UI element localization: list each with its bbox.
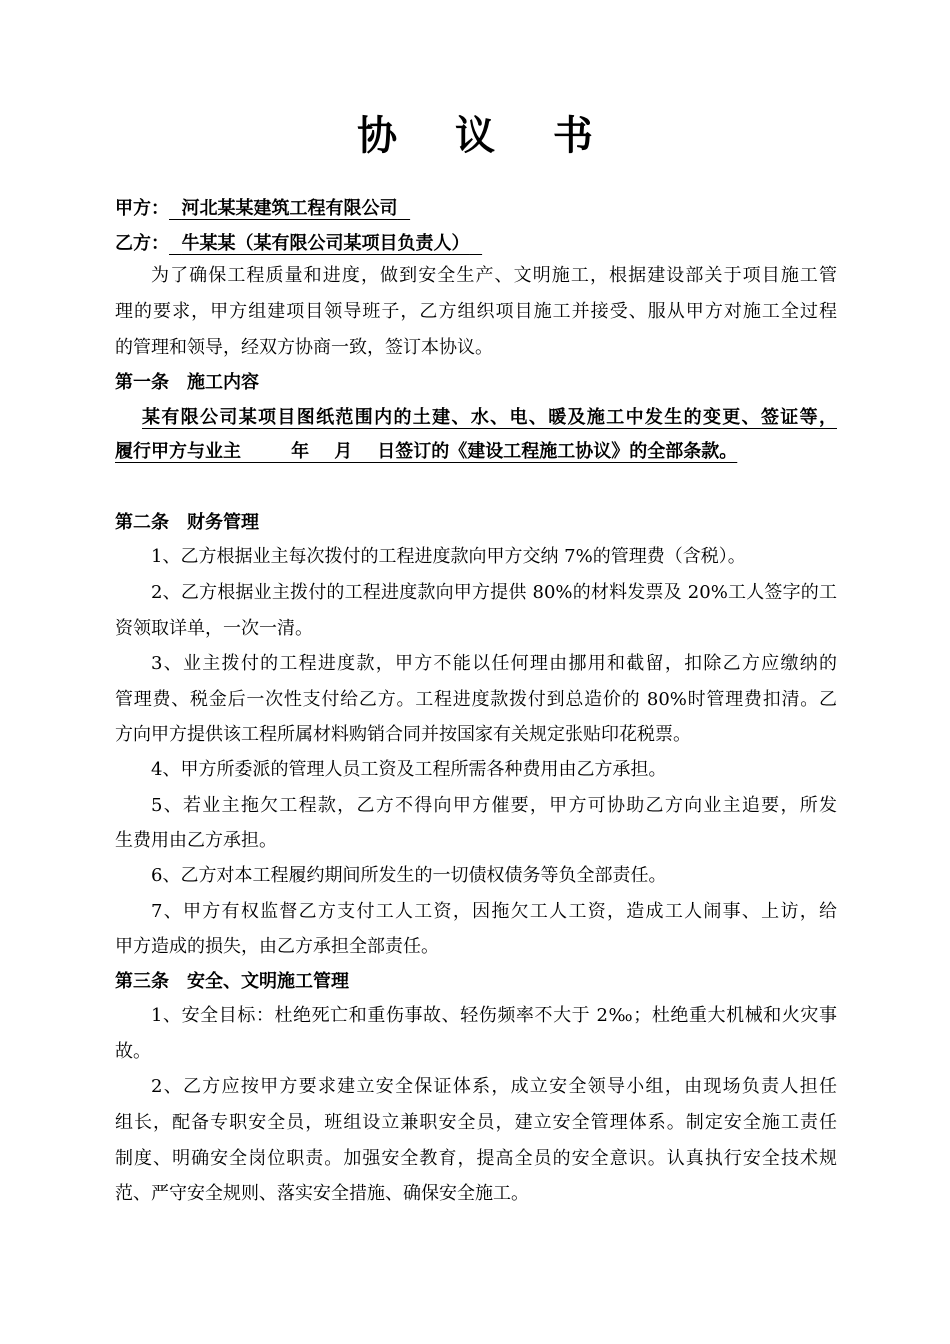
intro-line: 的管理和领导，经双方协商一致，签订本协议。 <box>115 337 493 358</box>
intro-line: 为了确保工程质量和进度，做到安全生产、文明施工，根据建设部关于项目施工管 <box>151 265 837 286</box>
article1-title: 施工内容 <box>187 372 259 393</box>
article2-title: 财务管理 <box>187 512 259 533</box>
article1-line: 某有限公司某项目图纸范围内的土建、水、电、暖及施工中发生的变更、签证等， <box>142 407 837 428</box>
article3-line: 制度、明确安全岗位职责。加强安全教育，提高全员的安全意识。认真执行安全技术规 <box>115 1148 837 1169</box>
article2-line: 方向甲方提供该工程所属材料购销合同并按国家有关规定张贴印花税票。 <box>115 724 691 745</box>
party-a-value: 河北某某建筑工程有限公司 <box>181 198 398 219</box>
article2-line: 甲方造成的损失，由乙方承担全部责任。 <box>115 936 439 957</box>
article3-line: 故。 <box>115 1041 151 1062</box>
article2-line: 资领取详单，一次一清。 <box>115 618 313 639</box>
article2-line: 6、乙方对本工程履约期间所发生的一切债权债务等负全部责任。 <box>151 865 667 886</box>
article2-line: 生费用由乙方承担。 <box>115 830 277 851</box>
article2-line: 5、若业主拖欠工程款，乙方不得向甲方催要，甲方可协助乙方向业主追要，所发 <box>151 795 837 816</box>
article1-heading <box>115 365 837 401</box>
article2-line: 管理费、税金后一次性支付给乙方。工程进度款拨付到总造价的 80%时管理费扣清。乙 <box>115 689 837 710</box>
article2-line: 4、甲方所委派的管理人员工资及工程所需各种费用由乙方承担。 <box>151 759 667 780</box>
party-b-line <box>115 226 837 262</box>
intro-line: 理的要求，甲方组建项目领导班子，乙方组织项目施工并接受、服从甲方对施工全过程 <box>115 301 837 322</box>
article2-heading <box>115 505 837 541</box>
article3-line: 范、严守安全规则、落实安全措施、确保安全施工。 <box>115 1183 529 1204</box>
party-b-label: 乙方： <box>115 233 169 254</box>
article3-line: 1、安全目标：杜绝死亡和重伤事故、轻伤频率不大于 2‰；杜绝重大机械和火灾事 <box>151 1005 837 1026</box>
article1-number: 第一条 <box>115 372 169 393</box>
party-a-label: 甲方： <box>115 198 169 219</box>
article2-number: 第二条 <box>115 512 169 533</box>
article1-line: 履行甲方与业主 年 月 日签订的《建设工程施工协议》的全部条款。 <box>115 441 738 462</box>
party-b-value: 牛某某（某有限公司某项目负责人） <box>181 233 470 254</box>
article3-title: 安全、文明施工管理 <box>187 971 349 992</box>
article3-line: 组长，配备专职安全员，班组设立兼职安全员，建立安全管理体系。制定安全施工责任 <box>115 1112 837 1133</box>
article2-line: 3、业主拨付的工程进度款，甲方不能以任何理由挪用和截留，扣除乙方应缴纳的 <box>151 653 837 674</box>
article3-line: 2、乙方应按甲方要求建立安全保证体系，成立安全领导小组，由现场负责人担任 <box>151 1076 837 1097</box>
article3-heading <box>115 964 837 1000</box>
article2-line: 1、乙方根据业主每次拨付的工程进度款向甲方交纳 7%的管理费（含税）。 <box>151 546 746 567</box>
article3-number: 第三条 <box>115 971 169 992</box>
article2-line: 7、甲方有权监督乙方支付工人工资，因拖欠工人工资，造成工人闹事、上访，给 <box>151 901 837 922</box>
document-title: 协 议 书 <box>357 112 615 159</box>
party-a-line <box>115 191 837 227</box>
article2-line: 2、乙方根据业主拨付的工程进度款向甲方提供 80%的材料发票及 20%工人签字的工 <box>151 582 837 603</box>
